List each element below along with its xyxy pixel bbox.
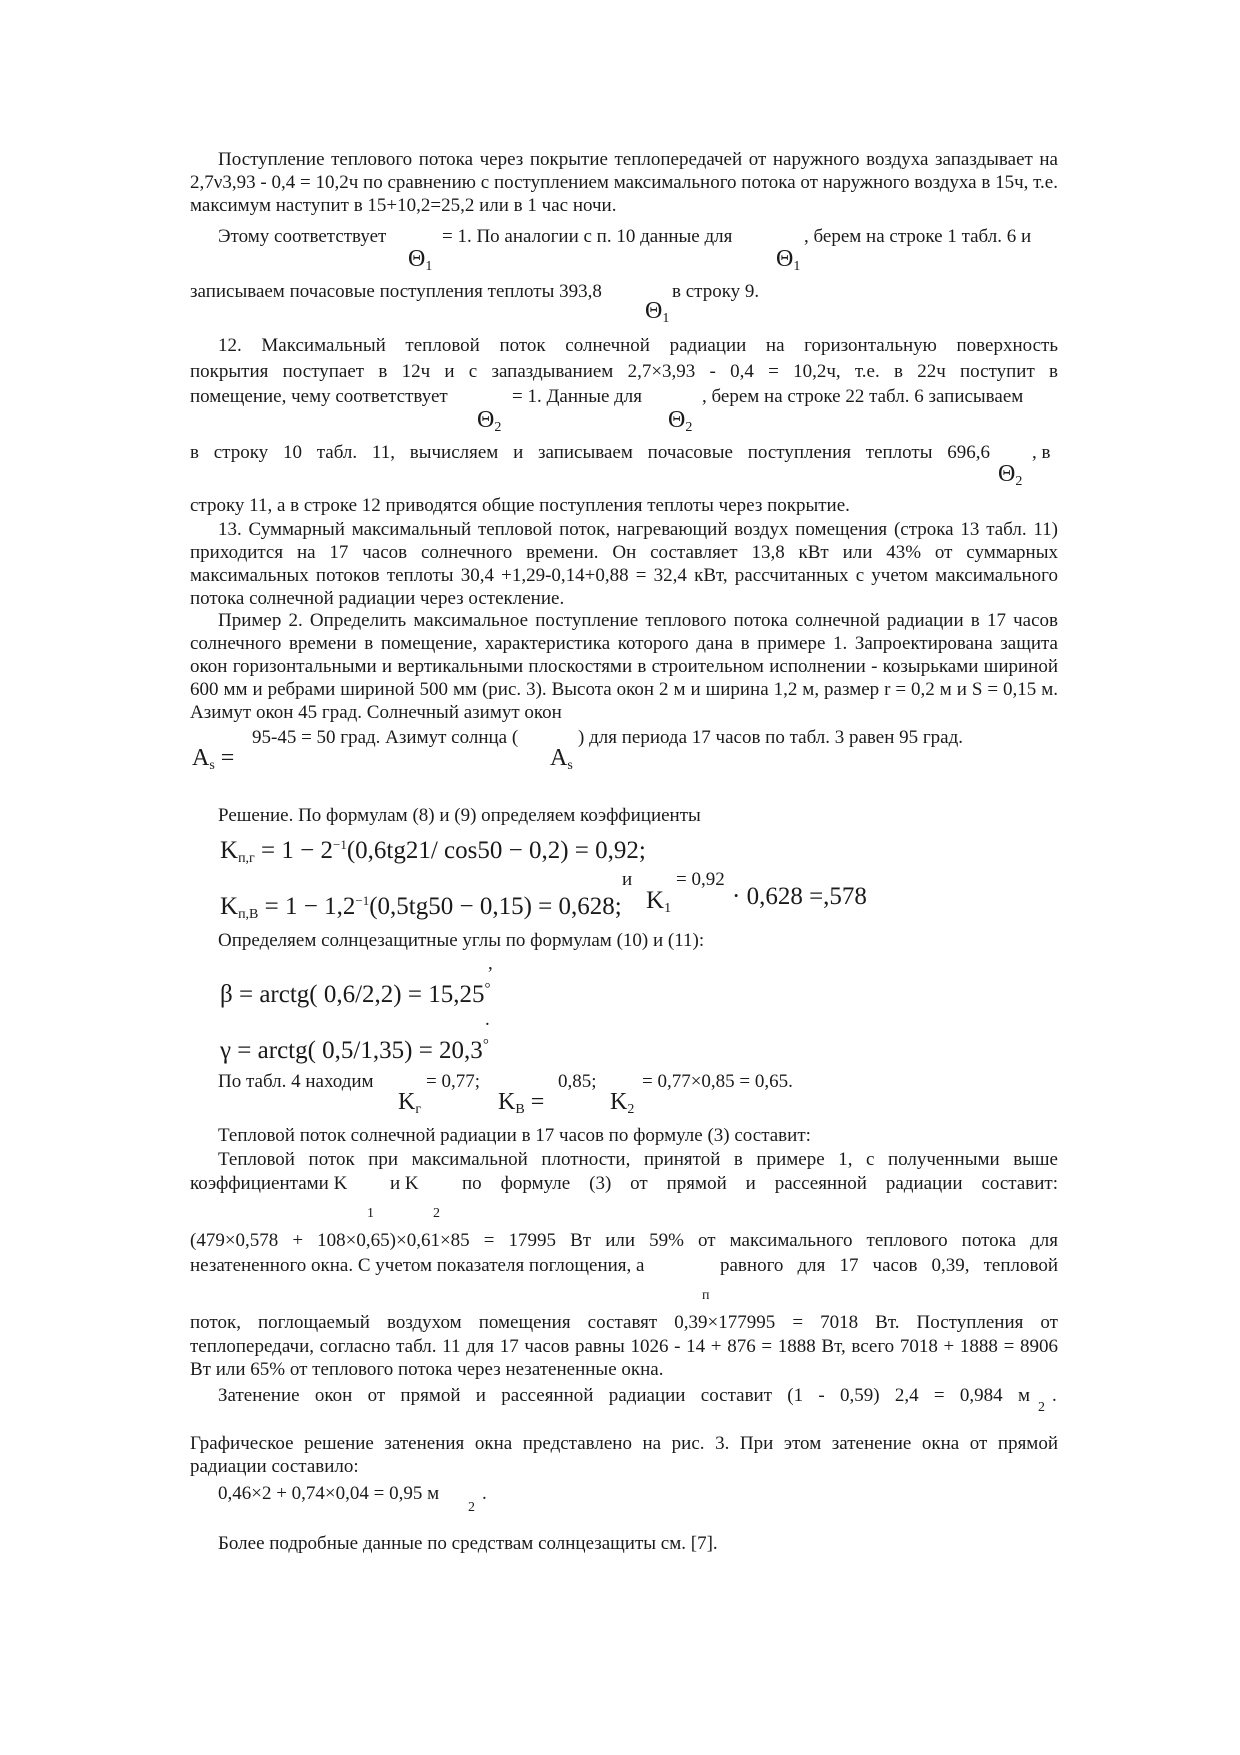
theta-2-symbol: $\Theta_2$	[477, 407, 502, 435]
punctuation: .	[482, 1483, 487, 1504]
formula-gamma: γ = arctg( 0,5/1,35) = 20,3°	[220, 1037, 489, 1064]
azimuth-symbol: $A_s$	[550, 745, 573, 773]
paragraph-example-2: Пример 2. Определить максимальное поступление теплового потока солнечной радиации в 17 часов солнечного времени в помещение, характеристика которого дана в примере 1. Запроектирована защита окон горизонтальными и вертикальными плоскостями в строительном исполнении - козырьками шириной 600 мм и ребрами шириной 500 мм (рис. 3). Высота окон 2 м и ширина 1,2 м, размер r = 0,2 м и S = 0,15 м. Азимут окон 45 град. Солнечный азимут окон	[190, 610, 1058, 723]
text-fragment: = 1. Данные для	[512, 386, 643, 407]
text-fragment: записываем почасовые поступления теплоты 393,8	[190, 281, 602, 302]
punctuation: .	[485, 1009, 490, 1030]
text-fragment: в строку 10 табл. 11, вычисляем и записываем почасовые поступления теплоты 696,6	[190, 442, 990, 463]
formula-k1-product: · 0,628 =,578	[732, 883, 867, 910]
text-fragment: = 0,77;	[426, 1071, 480, 1092]
text-fragment: помещение, чему соответствует	[190, 386, 448, 407]
paragraph-heat-flow-line-5: поток, поглощаемый воздухом помещения составят 0,39×177995 = 7018 Вт. Поступления от	[190, 1312, 1058, 1333]
text-fragment: 0,85;	[558, 1071, 597, 1092]
paragraph-item-13: 13. Суммарный максимальный тепловой поток, нагревающий воздух помещения (строка 13 табл. 11) приходится на 17 часов солнечного времени. Он составляет 13,8 кВт или 43% от суммарных максимальных потоков теплоты 30,4 +1,29-0,14+0,88 = 32,4 кВт, рассчитанных с учетом максимального потока солнечной радиации через остекление.	[190, 519, 1058, 609]
symbol-k2: $K_2$	[610, 1089, 635, 1117]
paragraph-heat-flow-line-3: (479×0,578 + 108×0,65)×0,61×85 = 17995 Вт или 59% от максимального теплового потока для	[190, 1230, 1058, 1251]
formula-k-vertical: $K_{п,В} = 1 - 1,2^{-1}(0,5tg50 - 0,15) = 0,628$;	[220, 893, 622, 922]
text-fragment: в строку 9.	[672, 281, 760, 302]
text-fragment: = 0,77×0,85 = 0,65.	[642, 1071, 793, 1092]
text-fragment: 0,46×2 + 0,74×0,04 = 0,95 м	[218, 1483, 440, 1504]
theta-2-symbol: $\Theta_2$	[668, 407, 693, 435]
theta-2-symbol: $\Theta_2$	[998, 461, 1023, 489]
symbol-kg: $K_г$	[398, 1089, 422, 1117]
text-fragment: коэффициентами K	[190, 1173, 348, 1194]
text-fragment: равного для 17 часов 0,39, тепловой	[720, 1255, 1058, 1276]
superscript-2: 2	[1038, 1400, 1045, 1415]
text-fragment: , берем на строке 22 табл. 6 записываем	[702, 386, 1024, 407]
text-fragment: , в	[1032, 442, 1051, 463]
azimuth-symbol: $A_s$ =	[192, 745, 235, 773]
symbol-kv: $K_В$ =	[498, 1089, 545, 1117]
subscript: п	[702, 1288, 710, 1303]
formula-k-horizontal: $K_{п,г} = 1 - 2^{-1}(0,6tg21/$ cos50 − 0,2) = 0,92;	[220, 837, 646, 866]
text-fragment: и	[622, 869, 633, 890]
paragraph-graphic-solution: Графическое решение затенения окна представлено на рис. 3. При этом затенение окна от прямой радиации составило:	[190, 1433, 1058, 1477]
paragraph-heat-flow-rest: теплопередачи, согласно табл. 11 для 17 часов равны 1026 - 14 + 876 = 1888 Вт, всего 7018 + 1888 = 8906 Вт или 65% от теплового потока через незатененные окна.	[190, 1336, 1058, 1380]
subscript: 1	[367, 1206, 374, 1221]
text-fragment: и K	[390, 1173, 419, 1194]
text-fragment: Более подробные данные по средствам солнцезащиты см. [7].	[218, 1533, 718, 1554]
text-fragment: незатененного окна. С учетом показателя поглощения, a	[190, 1255, 645, 1276]
paragraph-item-12-line-2: покрытия поступает в 12ч и с запаздыванием 2,7×3,93 - 0,4 = 10,2ч, т.е. в 22ч поступит в	[190, 361, 1058, 382]
text-fragment: 95-45 = 50 град. Азимут солнца (	[252, 727, 519, 748]
text-fragment: = 1. По аналогии с п. 10 данные для	[442, 226, 733, 247]
subscript: 2	[433, 1206, 440, 1221]
formula-beta: β = arctg( 0,6/2,2) = 15,25°	[220, 981, 491, 1008]
paragraph-item-12-line-1: 12. Максимальный тепловой поток солнечной радиации на горизонтальную поверхность	[218, 335, 1058, 356]
symbol-k1: $K_1$	[646, 887, 672, 916]
text-fragment: Решение. По формулам (8) и (9) определяем коэффициенты	[218, 805, 701, 826]
superscript-2: 2	[468, 1500, 475, 1515]
punctuation: ,	[488, 953, 493, 974]
text-fragment: по формуле (3) от прямой и рассеянной радиации составит:	[462, 1173, 1058, 1194]
theta-1-symbol: $\Theta_1$	[776, 246, 801, 274]
punctuation: .	[1052, 1385, 1057, 1406]
theta-1-symbol: $\Theta_1$	[408, 246, 433, 274]
text-fragment: Тепловой поток солнечной радиации в 17 часов по формуле (3) составит:	[218, 1125, 811, 1146]
theta-1-symbol: $\Theta_1$	[645, 298, 670, 326]
text-fragment: Этому соответствует	[218, 226, 387, 247]
paragraph-heat-flow-line-1: Тепловой поток при максимальной плотности, принятой в примере 1, с полученными выше	[218, 1149, 1058, 1170]
text-fragment: Определяем солнцезащитные углы по формулам (10) и (11):	[218, 930, 705, 951]
text-fragment: строку 11, а в строке 12 приводятся общие поступления теплоты через покрытие.	[190, 495, 850, 516]
paragraph-heat-delay: Поступление теплового потока через покрытие теплопередачей от наружного воздуха запаздывает на 2,7ν3,93 - 0,4 = 10,2ч по сравнению с поступлением максимального потока от наружного воздуха в 15ч, т.е. максимум наступит в 15+10,2=25,2 или в 1 час ночи.	[190, 149, 1058, 216]
text-fragment: , берем на строке 1 табл. 6 и	[804, 226, 1032, 247]
text-fragment: По табл. 4 находим	[218, 1071, 374, 1092]
text-fragment: = 0,92	[676, 869, 725, 890]
text-fragment: ) для периода 17 часов по табл. 3 равен 95 град.	[578, 727, 964, 748]
text-fragment: Затенение окон от прямой и рассеянной радиации составит (1 - 0,59) 2,4 = 0,984 м	[218, 1385, 1030, 1406]
